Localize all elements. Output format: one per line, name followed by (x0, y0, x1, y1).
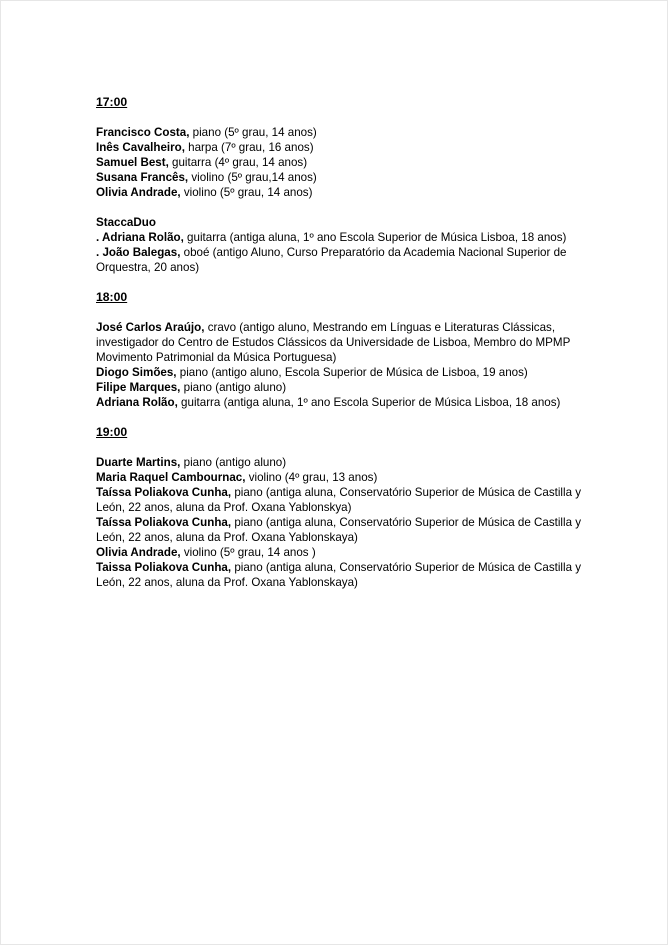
performer-details: violino (5º grau,14 anos) (188, 171, 317, 184)
performer-entry (96, 395, 586, 410)
performer-name: Adriana Rolão, (96, 396, 178, 409)
performer-entry (96, 185, 586, 200)
performer-entry (96, 140, 586, 155)
performer-details: piano (antiga aluna, Conservatório Superior de Música de Castilla y León, 22 anos, aluna da Prof. Oxana Yablonskaya) (96, 516, 582, 544)
performer-name: José Carlos Araújo, (96, 321, 205, 334)
performer-entry (96, 245, 586, 275)
performer-entry (96, 470, 586, 485)
section-1900 (96, 425, 586, 590)
performer-name: Taíssa Poliakova Cunha, (96, 516, 232, 529)
section-time: 19:00 (96, 425, 128, 439)
performer-details: harpa (7º grau, 16 anos) (184, 141, 314, 154)
performer-details: violino (5º grau, 14 anos) (180, 186, 313, 199)
performer-details: piano (antigo aluno) (180, 381, 287, 394)
performer-entry (96, 230, 586, 245)
performer-entry (96, 455, 586, 470)
performer-name: Inês Cavalheiro, (96, 141, 185, 154)
performer-name: Diogo Simões, (96, 366, 177, 379)
performer-entry (96, 125, 586, 140)
performer-entry (96, 155, 586, 170)
performer-name: Maria Raquel Cambournac, (96, 471, 246, 484)
performer-entry (96, 170, 586, 185)
performer-details: piano (antigo aluno, Escola Superior de Música de Lisboa, 19 anos) (176, 366, 528, 379)
performer-name: Olivia Andrade, (96, 546, 181, 559)
section-1800 (96, 290, 586, 410)
section-time: 18:00 (96, 290, 128, 304)
group-title: StaccaDuo (96, 216, 156, 229)
performer-details: piano (antiga aluna, Conservatório Superior de Música de Castilla y León, 22 anos, aluna da Prof. Oxana Yablonskaya) (96, 561, 582, 589)
performer-name: Duarte Martins, (96, 456, 181, 469)
performer-entry (96, 560, 586, 590)
performer-details: violino (5º grau, 14 anos ) (180, 546, 316, 559)
performer-name: . Adriana Rolão, (96, 231, 184, 244)
performer-name: Olivia Andrade, (96, 186, 181, 199)
performer-name: Susana Francês, (96, 171, 189, 184)
performer-details: guitarra (antiga aluna, 1º ano Escola Superior de Música Lisboa, 18 anos) (177, 396, 561, 409)
performer-name: Francisco Costa, (96, 126, 190, 139)
performer-entry (96, 365, 586, 380)
performer-name: Taissa Poliakova Cunha, (96, 561, 232, 574)
performer-entry (96, 515, 586, 545)
performer-entry (96, 320, 586, 365)
performer-details: piano (5º grau, 14 anos) (189, 126, 317, 139)
performer-details: piano (antiga aluna, Conservatório Superior de Música de Castilla y León, 22 anos, aluna da Prof. Oxana Yablonskya) (96, 486, 582, 514)
performer-name: Filipe Marques, (96, 381, 181, 394)
schedule (96, 95, 586, 605)
performer-name: Samuel Best, (96, 156, 169, 169)
performer-details: violino (4º grau, 13 anos) (245, 471, 378, 484)
performer-details: guitarra (antiga aluna, 1º ano Escola Superior de Música Lisboa, 18 anos) (183, 231, 567, 244)
group-staccaduo (96, 215, 586, 275)
performer-details: piano (antigo aluno) (180, 456, 287, 469)
performer-entry (96, 485, 586, 515)
performer-name: . João Balegas, (96, 246, 181, 259)
performer-details: guitarra (4º grau, 14 anos) (168, 156, 308, 169)
performer-name: Taíssa Poliakova Cunha, (96, 486, 232, 499)
performer-entry (96, 380, 586, 395)
performer-details: oboé (antigo Aluno, Curso Preparatório da Academia Nacional Superior de Orquestra, 20 anos) (96, 246, 567, 274)
section-1700 (96, 95, 586, 200)
performer-details: cravo (antigo aluno, Mestrando em Línguas e Literaturas Clássicas, investigador do Centro de Estudos Clássicos da Universidade de Lisboa, Membro do MPMP Movimento Patrimonial da Música Portuguesa) (96, 321, 571, 364)
section-time: 17:00 (96, 95, 128, 109)
performer-entry (96, 545, 586, 560)
